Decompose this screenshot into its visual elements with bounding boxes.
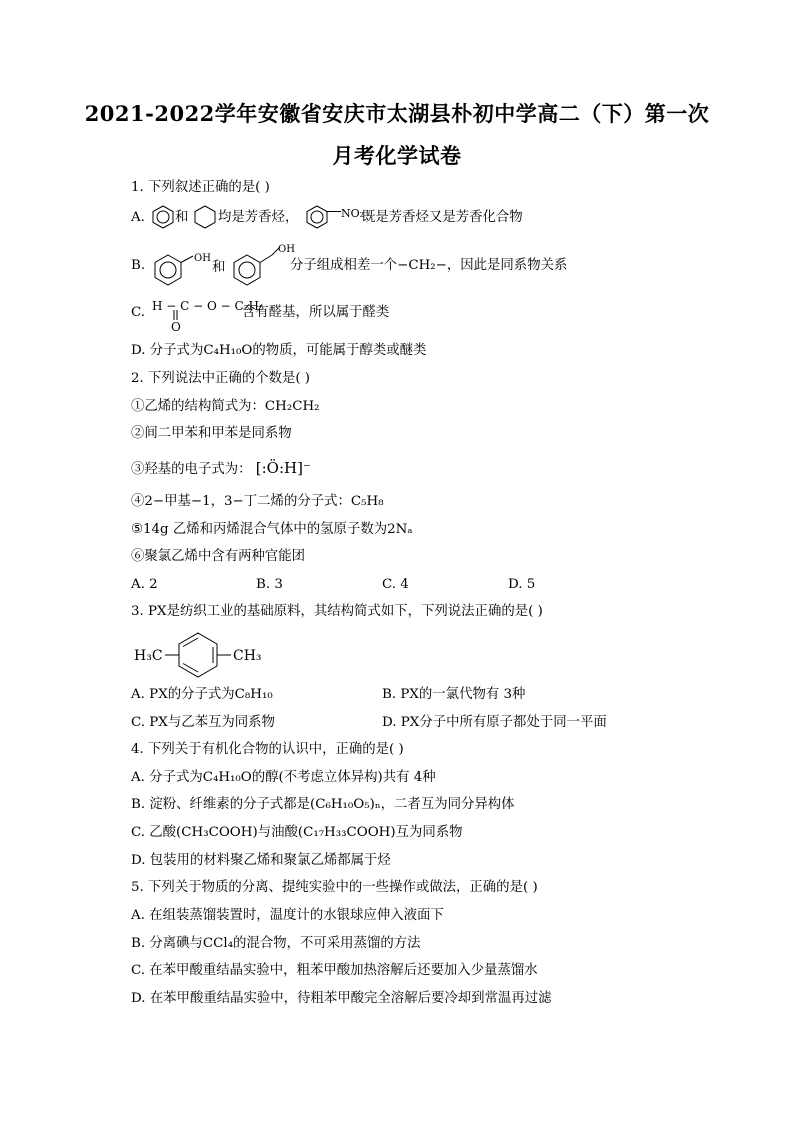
q3-stem: 3. PX是纺织工业的基础原料，其结构简式如下，下列说法正确的是( ): [131, 604, 543, 619]
exam-title-line2: 月考化学试卷: [332, 143, 462, 168]
q1-b-end: 分子组成相差一个−CH₂−，因此是同系物关系: [290, 258, 568, 273]
nitrobenzene-ring-icon: [304, 203, 344, 231]
q3-right-methyl: CH₃: [233, 648, 262, 664]
q1-stem: 1. 下列叙述正确的是( ): [131, 180, 270, 195]
q5-option-c: C. 在苯甲酸重结晶实验中，粗苯甲酸加热溶解后还要加入少量蒸馏水: [131, 963, 538, 978]
q3-option-d: D. PX分子中所有原子都处于同一平面: [382, 715, 607, 730]
q5-option-d: D. 在苯甲酸重结晶实验中，待粗苯甲酸完全溶解后要冷却到常温再过滤: [131, 991, 552, 1006]
q5-option-b: B. 分离碘与CCl₄的混合物，不可采用蒸馏的方法: [131, 936, 421, 951]
q2-option-c: C. 4: [382, 577, 409, 592]
q1-option-d: D. 分子式为C₄H₁₀O的物质，可能属于醇类或醚类: [131, 343, 427, 358]
q2-option-d: D. 5: [508, 577, 536, 592]
q5-stem: 5. 下列关于物质的分离、提纯实验中的一些操作或做法，正确的是( ): [131, 880, 538, 895]
q4-option-b: B. 淀粉、纤维素的分子式都是(C₆H₁₀O₅)ₙ，二者互为同分异构体: [131, 797, 515, 812]
q1-c-oxygen: O: [171, 320, 181, 334]
q2-option-a: A. 2: [131, 577, 158, 592]
q2-statement-2: ②间二甲苯和甲苯是同系物: [131, 426, 292, 441]
q3-left-methyl: H₃C: [134, 648, 163, 664]
q1-a-and: 和: [175, 210, 189, 225]
q1-option-a: [131, 208, 145, 228]
exam-title-line1: 2021-2022学年安徽省安庆市太湖县朴初中学高二（下）第一次: [84, 101, 710, 126]
q4-stem: 4. 下列关于有机化合物的认识中，正确的是( ): [131, 742, 404, 757]
q2-statement-3: [131, 458, 311, 480]
q4-option-d: D. 包装用的材料聚乙烯和聚氯乙烯都属于烃: [131, 853, 391, 868]
q1-b-oh-label: OH: [194, 253, 211, 264]
q1-a-end: 既是芳香烃又是芳香化合物: [362, 210, 523, 225]
q2-s3-prefix: ③羟基的电子式为：: [131, 462, 252, 477]
q1-c-formula: H − C − O − C₂H₅: [152, 299, 264, 313]
benzene-ring-icon: [151, 204, 175, 230]
q1-a-no2-label: NO₂: [341, 207, 365, 220]
q2-option-b: B. 3: [256, 577, 283, 592]
q1-b-and: 和: [212, 260, 226, 275]
q4-option-a: A. 分子式为C₄H₁₀O的醇(不考虑立体异构)共有 4种: [131, 770, 436, 785]
q2-statement-1: ①乙烯的结构简式为：CH₂CH₂: [131, 399, 320, 414]
q3-option-a: A. PX的分子式为C₈H₁₀: [131, 687, 273, 702]
q1-c-prefix: C.: [131, 305, 146, 320]
q3-option-c: C. PX与乙苯互为同系物: [131, 715, 275, 730]
q1-a-prefix: A.: [131, 210, 145, 225]
hydroxyl-electron-formula: [:Ö:H]⁻: [255, 459, 311, 477]
q2-statement-5: ⑤14g 乙烯和丙烯混合气体中的氢原子数为2Nₐ: [131, 522, 413, 537]
cyclohexane-ring-icon: [193, 204, 217, 230]
q2-stem: 2. 下列说法中正确的个数是( ): [131, 371, 311, 386]
para-xylene-structure-icon: [163, 631, 233, 679]
q4-option-c: C. 乙酸(CH₃COOH)与油酸(C₁₇H₃₃COOH)互为同系物: [131, 825, 463, 840]
q5-option-a: A. 在组装蒸馏装置时，温度计的水银球应伸入液面下: [131, 908, 444, 923]
q1-a-mid: 均是芳香烃，: [218, 210, 299, 225]
q1-b-prefix: B.: [131, 258, 146, 273]
q1-b-oh2-label: OH: [278, 244, 295, 255]
q2-statement-4: ④2−甲基−1，3−丁二烯的分子式：C₅H₈: [131, 494, 384, 509]
q3-option-b: B. PX的一氯代物有 3种: [382, 687, 526, 702]
q2-statement-6: ⑥聚氯乙烯中含有两种官能团: [131, 549, 306, 564]
q1-c-end: 含有醛基，所以属于醛类: [242, 305, 390, 320]
